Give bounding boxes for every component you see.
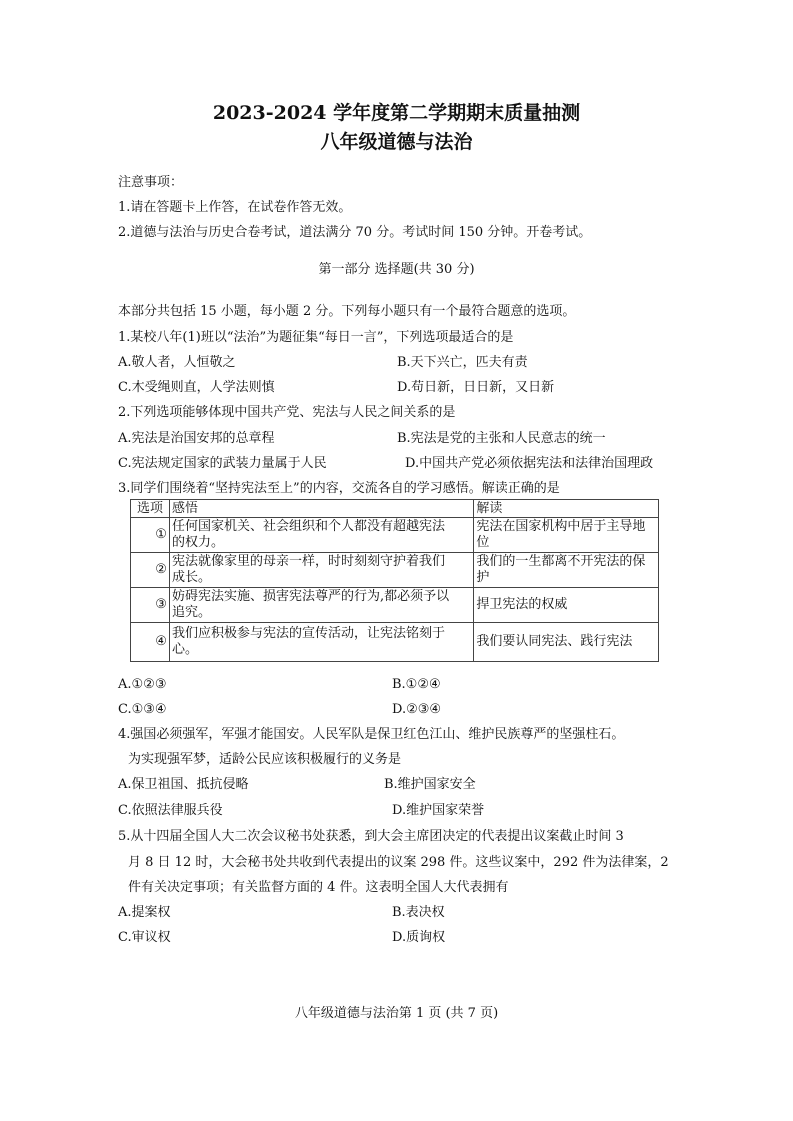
option-c: C.①③④	[118, 702, 167, 717]
cell-line: 捍卫宪法的权威	[476, 597, 568, 612]
note-item: 2.道德与法治与历史合卷考试，道法满分 70 分。考试时间 150 分钟。开卷考试。	[118, 225, 592, 240]
row-number: ②	[131, 553, 170, 588]
table-header: 选项	[131, 500, 170, 518]
option-b: B.表决权	[392, 905, 445, 920]
option-b: B.①②④	[392, 677, 441, 692]
question-stem: 3.同学们围绕着“坚持宪法至上”的内容，交流各自的学习感悟。解读正确的是	[118, 481, 560, 496]
row-number: ④	[131, 623, 170, 662]
row-number: ①	[131, 518, 170, 553]
reading-cell	[474, 553, 659, 588]
cell-line: 心。	[171, 642, 198, 657]
reading-cell	[474, 588, 659, 623]
option-c: C.宪法规定国家的武装力量属于人民	[118, 456, 327, 471]
page-footer: 八年级道德与法治第 1 页 (共 7 页)	[294, 1006, 499, 1021]
insight-table	[130, 499, 659, 662]
cell-line: 护	[476, 570, 490, 585]
reading-cell	[474, 518, 659, 553]
insight-cell	[169, 553, 473, 588]
option-b: B.维护国家安全	[384, 777, 476, 792]
option-b: B.宪法是党的主张和人民意志的统一	[397, 431, 606, 446]
exam-subtitle: 八年级道德与法治	[320, 131, 473, 153]
notes-heading: 注意事项：	[118, 175, 184, 190]
option-c: C.依照法律服兵役	[118, 803, 223, 818]
question-stem: 4.强国必须强军，军强才能国安。人民军队是保卫红色江山、维护民族尊严的坚强柱石。	[118, 727, 625, 742]
question-stem-cont: 为实现强军梦，适龄公民应该积极履行的义务是	[128, 752, 402, 767]
insight-cell	[169, 518, 473, 553]
question-stem-cont: 月 8 日 12 时，大会秘书处共收到代表提出的议案 298 件。这些议案中，292 件为法律案，2	[128, 855, 669, 870]
table-header-row	[131, 500, 659, 518]
table-row	[131, 588, 659, 623]
row-number: ③	[131, 588, 170, 623]
table-header: 解读	[474, 500, 659, 518]
reading-cell	[474, 623, 659, 662]
option-a: A.敬人者，人恒敬之	[118, 355, 236, 370]
option-d: D.维护国家荣誉	[392, 803, 485, 818]
option-a: A.①②③	[118, 677, 167, 692]
note-item: 1.请在答题卡上作答，在试卷作答无效。	[118, 200, 352, 215]
question-stem: 1.某校八年(1)班以“法治”为题征集“每日一言”，下列选项最适合的是	[118, 330, 514, 345]
table-row	[131, 553, 659, 588]
cell-line: 的权力。	[171, 535, 224, 550]
option-d: D.中国共产党必须依据宪法和法律治国理政	[405, 456, 654, 471]
cell-line: 宪法在国家机构中居于主导地	[476, 519, 646, 534]
option-c: C.审议权	[118, 930, 171, 945]
cell-line: 妨碍宪法实施、损害宪法尊严的行为,都必须予以	[171, 589, 450, 604]
insight-cell	[169, 588, 473, 623]
section-title: 第一部分 选择题(共 30 分)	[318, 262, 475, 277]
option-a: A.保卫祖国、抵抗侵略	[118, 777, 249, 792]
option-d: D.②③④	[392, 702, 442, 717]
question-stem: 5.从十四届全国人大二次会议秘书处获悉，到大会主席团决定的代表提出议案截止时间 3	[118, 829, 624, 844]
option-d: D.苟日新，日日新，又日新	[397, 380, 555, 395]
exam-title: 2023-2024 学年度第二学期期末质量抽测	[212, 102, 581, 124]
table-row	[131, 623, 659, 662]
cell-line: 位	[476, 535, 490, 550]
section-intro: 本部分共包括 15 小题，每小题 2 分。下列每小题只有一个最符合题意的选项。	[118, 304, 576, 319]
cell-line: 成长。	[171, 570, 211, 585]
option-c: C.木受绳则直，人学法则慎	[118, 380, 275, 395]
table-row	[131, 518, 659, 553]
insight-cell	[169, 623, 473, 662]
question-stem: 2.下列选项能够体现中国共产党、宪法与人民之间关系的是	[118, 405, 456, 420]
cell-line: 我们要认同宪法、践行宪法	[476, 634, 633, 649]
question-stem-cont: 件有关决定事项；有关监督方面的 4 件。这表明全国人大代表拥有	[128, 880, 509, 895]
table-header: 感悟	[169, 500, 473, 518]
cell-line: 宪法就像家里的母亲一样，时时刻刻守护着我们	[171, 554, 445, 569]
cell-line: 我们的一生都离不开宪法的保	[476, 554, 646, 569]
cell-line: 追究。	[171, 605, 211, 620]
cell-line: 任何国家机关、社会组织和个人都没有超越宪法	[171, 519, 445, 534]
option-a: A.提案权	[118, 905, 171, 920]
option-d: D.质询权	[392, 930, 446, 945]
cell-line: 我们应积极参与宪法的宣传活动，让宪法铭刻于	[171, 626, 445, 641]
option-a: A.宪法是治国安邦的总章程	[118, 431, 275, 446]
option-b: B.天下兴亡，匹夫有责	[397, 355, 528, 370]
